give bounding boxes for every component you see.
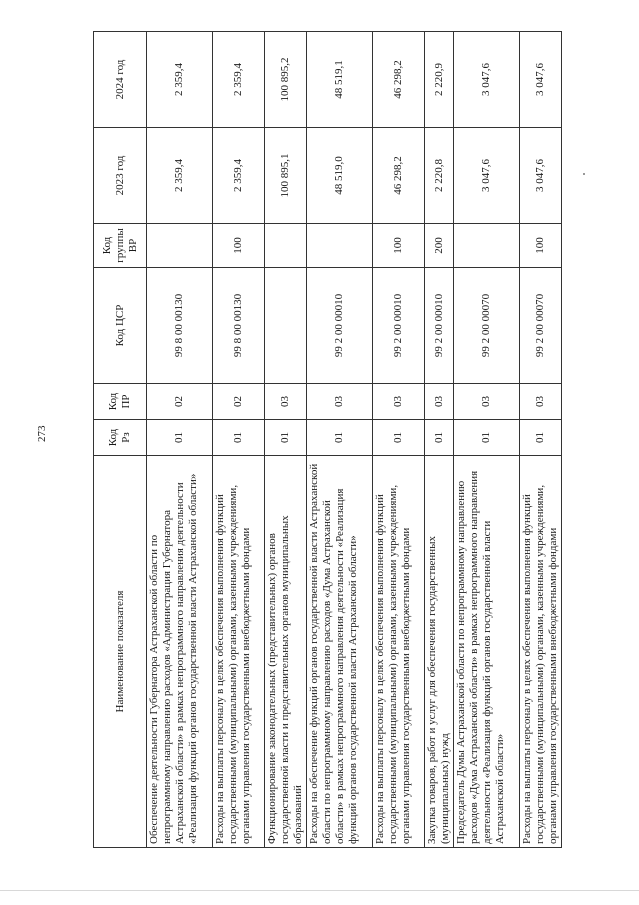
cell-vr bbox=[307, 224, 373, 268]
cell-pr: 03 bbox=[265, 384, 307, 420]
cell-name: Функционирование законодательных (представительных) органов государственной власти и представительных органов муниципальных образований bbox=[265, 456, 307, 848]
cell-2024: 2 359,4 bbox=[213, 32, 265, 128]
cell-vr: 100 bbox=[520, 224, 562, 268]
cell-pr: 03 bbox=[307, 384, 373, 420]
cell-2023: 48 519,0 bbox=[307, 128, 373, 224]
table-rotated-wrapper bbox=[93, 32, 559, 848]
table-header-row bbox=[94, 32, 147, 848]
header-csr: Код ЦСР bbox=[94, 268, 147, 384]
cell-name: Обеспечение деятельности Губернатора Астраханской области по непрограммному направлению расходов «Администрация Губернатора Астраханской области» в рамках непрограммного направления деятельности «Реализация функций органов государственной власти Астраханской области» bbox=[147, 456, 213, 848]
cell-2024: 46 298,2 bbox=[373, 32, 425, 128]
cell-rz: 01 bbox=[520, 420, 562, 456]
table-row bbox=[373, 32, 425, 848]
cell-csr: 99 2 00 00010 bbox=[425, 268, 454, 384]
cell-rz: 01 bbox=[213, 420, 265, 456]
header-pr: Код ПР bbox=[94, 384, 147, 420]
header-vr: Код группы ВР bbox=[94, 224, 147, 268]
cell-2023: 2 359,4 bbox=[147, 128, 213, 224]
cell-rz: 01 bbox=[265, 420, 307, 456]
cell-2023: 3 047,6 bbox=[520, 128, 562, 224]
cell-rz: 01 bbox=[147, 420, 213, 456]
header-name: Наименование показателя bbox=[94, 456, 147, 848]
cell-2023: 46 298,2 bbox=[373, 128, 425, 224]
table-row bbox=[213, 32, 265, 848]
cell-vr: 200 bbox=[425, 224, 454, 268]
cell-pr: 03 bbox=[520, 384, 562, 420]
budget-table bbox=[93, 31, 562, 848]
cell-pr: 03 bbox=[425, 384, 454, 420]
cell-2024: 2 220,9 bbox=[425, 32, 454, 128]
cell-2024: 3 047,6 bbox=[520, 32, 562, 128]
scan-speck bbox=[583, 173, 585, 175]
cell-2024: 48 519,1 bbox=[307, 32, 373, 128]
cell-2023: 3 047,6 bbox=[454, 128, 520, 224]
cell-2024: 100 895,2 bbox=[265, 32, 307, 128]
cell-rz: 01 bbox=[307, 420, 373, 456]
cell-name: Расходы на выплаты персоналу в целях обеспечения выполнения функций государственными (муниципальными) органами, казенными учреждениями, органами управления государственными внебюджетными фондами bbox=[520, 456, 562, 848]
table-row bbox=[425, 32, 454, 848]
cell-name: Расходы на выплаты персоналу в целях обеспечения выполнения функций государственными (муниципальными) органами, казенными учреждениями, органами управления государственными внебюджетными фондами bbox=[373, 456, 425, 848]
cell-name: Председатель Думы Астраханской области по непрограммному направлению расходов «Дума Астраханской области» в рамках непрограммного направления деятельности «Реализация функций органов государственной власти Астраханской области» bbox=[454, 456, 520, 848]
cell-vr bbox=[265, 224, 307, 268]
cell-2023: 2 220,8 bbox=[425, 128, 454, 224]
cell-pr: 03 bbox=[373, 384, 425, 420]
header-2023: 2023 год bbox=[94, 128, 147, 224]
table-row bbox=[520, 32, 562, 848]
cell-2024: 3 047,6 bbox=[454, 32, 520, 128]
cell-name: Расходы на выплаты персоналу в целях обеспечения выполнения функций государственными (муниципальными) органами, казенными учреждениями, органами управления государственными внебюджетными фондами bbox=[213, 456, 265, 848]
table-row bbox=[454, 32, 520, 848]
cell-rz: 01 bbox=[454, 420, 520, 456]
cell-csr: 99 2 00 00010 bbox=[307, 268, 373, 384]
table-row bbox=[307, 32, 373, 848]
scan-edge-line bbox=[0, 890, 639, 891]
header-rz: Код Рз bbox=[94, 420, 147, 456]
cell-2023: 100 895,1 bbox=[265, 128, 307, 224]
cell-name: Закупка товаров, работ и услуг для обеспечения государственных (муниципальных) нужд bbox=[425, 456, 454, 848]
cell-2024: 2 359,4 bbox=[147, 32, 213, 128]
cell-csr bbox=[265, 268, 307, 384]
cell-2023: 2 359,4 bbox=[213, 128, 265, 224]
cell-pr: 02 bbox=[147, 384, 213, 420]
cell-vr: 100 bbox=[213, 224, 265, 268]
cell-name: Расходы на обеспечение функций органов государственной власти Астраханской области по непрограммному направлению расходов «Дума Астраханской области» в рамках непрограммного направления деятельности «Реализация функций органов государственной власти Астраханской области» bbox=[307, 456, 373, 848]
cell-vr: 100 bbox=[373, 224, 425, 268]
cell-csr: 99 8 00 00130 bbox=[147, 268, 213, 384]
header-2024: 2024 год bbox=[94, 32, 147, 128]
table-row bbox=[265, 32, 307, 848]
table-row bbox=[147, 32, 213, 848]
cell-pr: 02 bbox=[213, 384, 265, 420]
cell-rz: 01 bbox=[425, 420, 454, 456]
cell-pr: 03 bbox=[454, 384, 520, 420]
cell-csr: 99 2 00 00070 bbox=[454, 268, 520, 384]
cell-rz: 01 bbox=[373, 420, 425, 456]
page-number: 273 bbox=[36, 425, 48, 442]
cell-csr: 99 8 00 00130 bbox=[213, 268, 265, 384]
cell-vr bbox=[147, 224, 213, 268]
cell-csr: 99 2 00 00010 bbox=[373, 268, 425, 384]
cell-vr bbox=[454, 224, 520, 268]
cell-csr: 99 2 00 00070 bbox=[520, 268, 562, 384]
